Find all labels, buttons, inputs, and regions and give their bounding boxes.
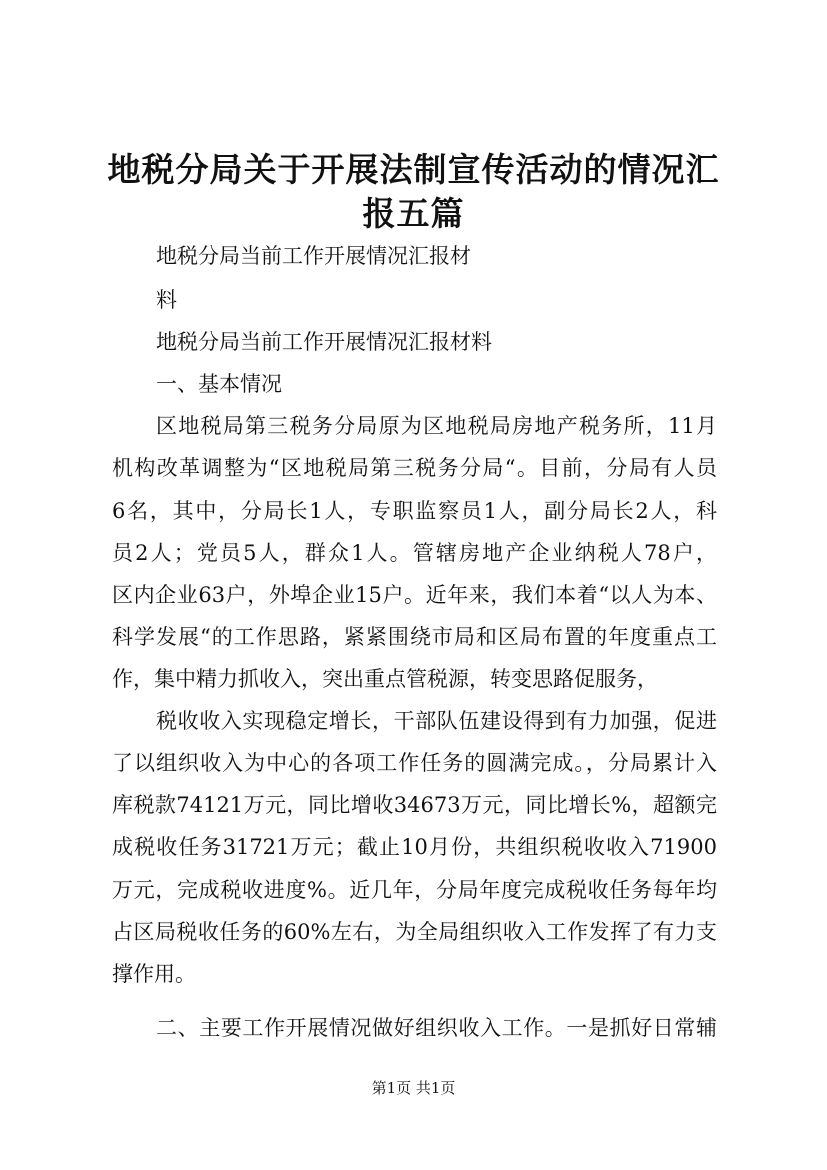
text-line: 了以组织收入为中心的各项工作任务的圆满完成。，分局累计入 (112, 751, 717, 775)
text-line: 机构改革调整为“区地税局第三税务分局“。目前，分局有人员 (112, 456, 717, 480)
section-heading: 一、基本情况 (156, 372, 282, 396)
text-line: 二、主要工作开展情况做好组织收入工作。一是抓好日常辅 (156, 1016, 717, 1040)
text-line: 万元，完成税收进度%。近几年，分局年度完成税收任务每年均 (112, 878, 717, 902)
text-line: 料 (156, 288, 177, 312)
text-line: 员2人；党员5人，群众1人。管辖房地产企业纳税人78户， (112, 541, 717, 565)
text-line: 税收收入实现稳定增长，干部队伍建设得到有力加强，促进 (156, 709, 717, 733)
text-line: 区内企业63户，外埠企业15户。近年来，我们本着“以人为本、 (112, 583, 717, 607)
text-line: 地税分局当前工作开展情况汇报材料 (156, 330, 492, 354)
text-line: 6名，其中，分局长1人，专职监察员1人，副分局长2人，科 (112, 499, 717, 523)
text-line: 占区局税收任务的60%左右，为全局组织收入工作发挥了有力支 (112, 920, 717, 944)
text-line: 库税款74121万元，同比增收34673万元，同比增长%，超额完 (112, 793, 717, 817)
text-line: 地税分局当前工作开展情况汇报材 (156, 244, 471, 268)
page-footer: 第1页 共1页 (371, 1079, 456, 1097)
text-line: 成税收任务31721万元；截止10月份，共组织税收收入71900 (112, 835, 717, 859)
text-line: 撑作用。 (112, 962, 196, 986)
text-line: 科学发展“的工作思路，紧紧围绕市局和区局布置的年度重点工 (112, 625, 717, 649)
text-line: 区地税局第三税务分局原为区地税局房地产税务所，11月 (156, 414, 717, 438)
text-line: 作，集中精力抓收入，突出重点管税源，转变思路促服务， (112, 667, 658, 691)
document-title: 地税分局关于开展法制宣传活动的情况汇报五篇 (107, 150, 720, 233)
